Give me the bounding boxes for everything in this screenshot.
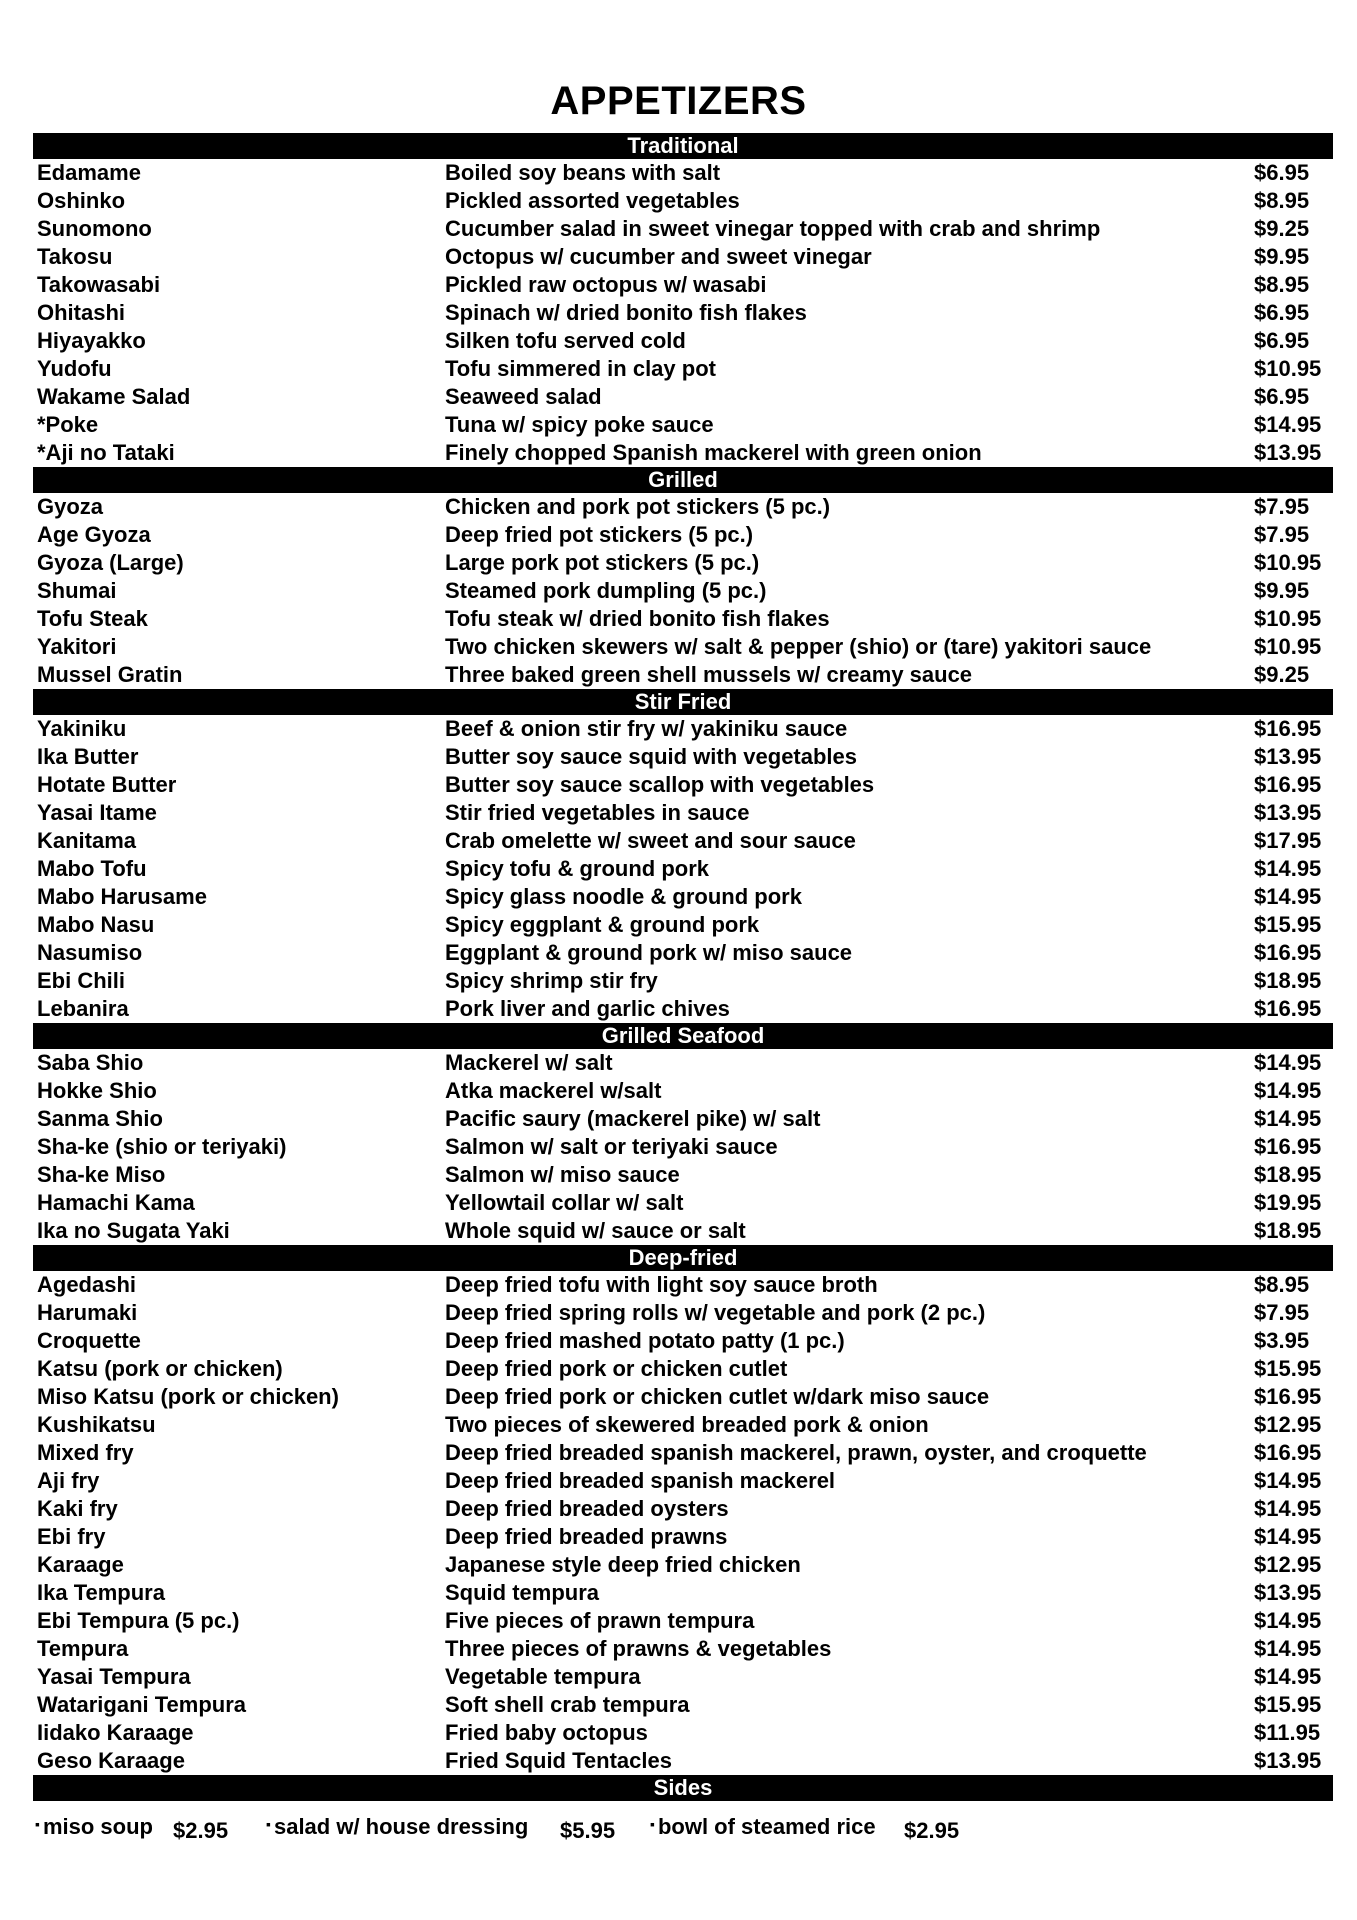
menu-item-row bbox=[33, 549, 1333, 577]
menu-item-row bbox=[33, 243, 1333, 271]
item-name: Mixed fry bbox=[37, 1440, 134, 1465]
item-price: $19.95 bbox=[1254, 1190, 1322, 1215]
item-price: $13.95 bbox=[1254, 1580, 1322, 1605]
item-price: $14.95 bbox=[1254, 1664, 1322, 1689]
menu-item-row bbox=[33, 327, 1333, 355]
item-name: Watarigani Tempura bbox=[37, 1692, 247, 1717]
item-price: $7.95 bbox=[1254, 522, 1310, 547]
section-header-deep-fried: Deep-fried bbox=[33, 1245, 1333, 1271]
item-price: $17.95 bbox=[1254, 828, 1322, 853]
item-price: $14.95 bbox=[1254, 1524, 1322, 1549]
item-name: Tempura bbox=[37, 1636, 129, 1661]
item-description: Octopus w/ cucumber and sweet vinegar bbox=[445, 244, 872, 269]
item-name: Yasai Tempura bbox=[37, 1664, 191, 1689]
menu-item-row bbox=[33, 1049, 1333, 1077]
menu-item-row bbox=[33, 939, 1333, 967]
side-item-label: salad w/ house dressing bbox=[273, 1814, 529, 1839]
item-price: $14.95 bbox=[1254, 1106, 1322, 1131]
item-price: $14.95 bbox=[1254, 1078, 1322, 1103]
item-price: $13.95 bbox=[1254, 744, 1322, 769]
item-description: Yellowtail collar w/ salt bbox=[445, 1190, 684, 1215]
item-name: Sha-ke (shio or teriyaki) bbox=[37, 1134, 287, 1159]
item-price: $13.95 bbox=[1254, 800, 1322, 825]
item-price: $14.95 bbox=[1254, 884, 1322, 909]
item-price: $14.95 bbox=[1254, 856, 1322, 881]
menu-item-row bbox=[33, 1271, 1333, 1299]
item-price: $18.95 bbox=[1254, 1218, 1322, 1243]
item-name: *Poke bbox=[37, 412, 99, 437]
item-description: Three baked green shell mussels w/ creamy sauce bbox=[445, 662, 973, 687]
menu-item-row bbox=[33, 1579, 1333, 1607]
item-name: Mabo Harusame bbox=[37, 884, 207, 909]
section-header-sides: Sides bbox=[33, 1775, 1333, 1801]
item-price: $13.95 bbox=[1254, 1748, 1322, 1773]
item-name: Sunomono bbox=[37, 216, 152, 241]
item-name: Oshinko bbox=[37, 188, 126, 213]
menu-item-row bbox=[33, 215, 1333, 243]
menu-item-row bbox=[33, 771, 1333, 799]
item-price: $8.95 bbox=[1254, 188, 1310, 213]
item-name: Takosu bbox=[37, 244, 113, 269]
menu-item-row bbox=[33, 799, 1333, 827]
section-header-traditional: Traditional bbox=[33, 133, 1333, 159]
item-description: Salmon w/ salt or teriyaki sauce bbox=[445, 1134, 778, 1159]
item-price: $10.95 bbox=[1254, 356, 1322, 381]
item-description: Pickled assorted vegetables bbox=[445, 188, 740, 213]
menu-item-row bbox=[33, 1411, 1333, 1439]
item-description: Two chicken skewers w/ salt & pepper (shio) or (tare) yakitori sauce bbox=[445, 634, 1152, 659]
item-name: Age Gyoza bbox=[37, 522, 151, 547]
menu-item-row bbox=[33, 1607, 1333, 1635]
menu-item-row bbox=[33, 355, 1333, 383]
item-name: Ebi Tempura (5 pc.) bbox=[37, 1608, 240, 1633]
item-description: Spicy shrimp stir fry bbox=[445, 968, 658, 993]
menu-item-row bbox=[33, 383, 1333, 411]
item-description: Spinach w/ dried bonito fish flakes bbox=[445, 300, 807, 325]
side-item-label: bowl of steamed rice bbox=[657, 1814, 876, 1839]
item-price: $16.95 bbox=[1254, 772, 1322, 797]
item-description: Two pieces of skewered breaded pork & onion bbox=[445, 1412, 929, 1437]
menu-item-row bbox=[33, 577, 1333, 605]
item-name: Iidako Karaage bbox=[37, 1720, 194, 1745]
item-description: Spicy eggplant & ground pork bbox=[445, 912, 760, 937]
item-price: $6.95 bbox=[1254, 384, 1310, 409]
item-price: $7.95 bbox=[1254, 494, 1310, 519]
item-name: Ebi fry bbox=[37, 1524, 106, 1549]
item-price: $6.95 bbox=[1254, 328, 1310, 353]
item-name: Kanitama bbox=[37, 828, 137, 853]
item-name: Katsu (pork or chicken) bbox=[37, 1356, 283, 1381]
menu-item-row bbox=[33, 633, 1333, 661]
item-price: $16.95 bbox=[1254, 940, 1322, 965]
item-name: Edamame bbox=[37, 160, 141, 185]
menu-item-row bbox=[33, 1467, 1333, 1495]
item-description: Deep fried spring rolls w/ vegetable and pork (2 pc.) bbox=[445, 1300, 986, 1325]
item-description: Steamed pork dumpling (5 pc.) bbox=[445, 578, 767, 603]
item-description: Tofu steak w/ dried bonito fish flakes bbox=[445, 606, 830, 631]
item-price: $18.95 bbox=[1254, 1162, 1322, 1187]
menu-item-row bbox=[33, 967, 1333, 995]
item-price: $7.95 bbox=[1254, 1300, 1310, 1325]
item-price: $15.95 bbox=[1254, 1692, 1322, 1717]
item-description: Deep fried pork or chicken cutlet w/dark miso sauce bbox=[445, 1384, 990, 1409]
menu-table bbox=[33, 133, 1333, 1801]
item-price: $9.95 bbox=[1254, 578, 1310, 603]
item-description: Soft shell crab tempura bbox=[445, 1692, 690, 1717]
item-name: Kaki fry bbox=[37, 1496, 118, 1521]
item-price: $14.95 bbox=[1254, 1050, 1322, 1075]
item-name: Karaage bbox=[37, 1552, 124, 1577]
item-name: Ebi Chili bbox=[37, 968, 125, 993]
item-name: Ika Butter bbox=[37, 744, 139, 769]
item-name: Tofu Steak bbox=[37, 606, 148, 631]
item-price: $3.95 bbox=[1254, 1328, 1310, 1353]
item-description: Five pieces of prawn tempura bbox=[445, 1608, 755, 1633]
item-description: Tuna w/ spicy poke sauce bbox=[445, 412, 714, 437]
menu-item-row bbox=[33, 1635, 1333, 1663]
item-description: Stir fried vegetables in sauce bbox=[445, 800, 750, 825]
item-description: Deep fried breaded oysters bbox=[445, 1496, 729, 1521]
item-price: $16.95 bbox=[1254, 1134, 1322, 1159]
menu-item-row bbox=[33, 1327, 1333, 1355]
item-name: Ohitashi bbox=[37, 300, 126, 325]
item-name: Nasumiso bbox=[37, 940, 143, 965]
side-item-miso-soup bbox=[35, 1814, 229, 1843]
side-item-salad bbox=[266, 1814, 616, 1843]
item-name: Hamachi Kama bbox=[37, 1190, 195, 1215]
item-description: Squid tempura bbox=[445, 1580, 600, 1605]
item-description: Beef & onion stir fry w/ yakiniku sauce bbox=[445, 716, 848, 741]
item-name: Ika no Sugata Yaki bbox=[37, 1218, 230, 1243]
item-name: Agedashi bbox=[37, 1272, 137, 1297]
bullet-icon: ▪ bbox=[650, 1816, 655, 1832]
sides-list bbox=[33, 1808, 1333, 1848]
item-name: Mussel Gratin bbox=[37, 662, 183, 687]
item-description: Eggplant & ground pork w/ miso sauce bbox=[445, 940, 853, 965]
section-header-stir-fried: Stir Fried bbox=[33, 689, 1333, 715]
item-description: Deep fried pork or chicken cutlet bbox=[445, 1356, 788, 1381]
menu-item-row bbox=[33, 1189, 1333, 1217]
item-description: Atka mackerel w/salt bbox=[445, 1078, 662, 1103]
item-description: Tofu simmered in clay pot bbox=[445, 356, 716, 381]
item-price: $11.95 bbox=[1254, 1720, 1321, 1745]
item-price: $13.95 bbox=[1254, 440, 1322, 465]
item-price: $10.95 bbox=[1254, 550, 1322, 575]
menu-item-row bbox=[33, 271, 1333, 299]
menu-item-row bbox=[33, 1217, 1333, 1245]
menu-item-row bbox=[33, 1719, 1333, 1747]
item-price: $14.95 bbox=[1254, 1608, 1322, 1633]
item-price: $6.95 bbox=[1254, 300, 1310, 325]
item-price: $14.95 bbox=[1254, 1496, 1322, 1521]
item-description: Whole squid w/ sauce or salt bbox=[445, 1218, 746, 1243]
menu-item-row bbox=[33, 1105, 1333, 1133]
item-name: Miso Katsu (pork or chicken) bbox=[37, 1384, 339, 1409]
item-description: Large pork pot stickers (5 pc.) bbox=[445, 550, 760, 575]
menu-item-row bbox=[33, 1663, 1333, 1691]
item-name: Geso Karaage bbox=[37, 1748, 185, 1773]
item-name: Sanma Shio bbox=[37, 1106, 163, 1131]
item-description: Mackerel w/ salt bbox=[445, 1050, 613, 1075]
item-name: Hokke Shio bbox=[37, 1078, 157, 1103]
menu-item-row bbox=[33, 995, 1333, 1023]
item-price: $10.95 bbox=[1254, 634, 1322, 659]
item-description: Deep fried pot stickers (5 pc.) bbox=[445, 522, 754, 547]
item-description: Butter soy sauce scallop with vegetables bbox=[445, 772, 875, 797]
page-title: APPETIZERS bbox=[550, 79, 807, 123]
item-description: Pork liver and garlic chives bbox=[445, 996, 730, 1021]
item-description: Pickled raw octopus w/ wasabi bbox=[445, 272, 767, 297]
item-description: Salmon w/ miso sauce bbox=[445, 1162, 680, 1187]
menu-item-row bbox=[33, 1747, 1333, 1775]
item-price: $16.95 bbox=[1254, 1384, 1322, 1409]
side-item-price: $2.95 bbox=[173, 1818, 229, 1843]
menu-item-row bbox=[33, 493, 1333, 521]
item-description: Vegetable tempura bbox=[445, 1664, 641, 1689]
menu-item-row bbox=[33, 1299, 1333, 1327]
section-header-grilled-seafood: Grilled Seafood bbox=[33, 1023, 1333, 1049]
item-name: *Aji no Tataki bbox=[37, 440, 175, 465]
item-description: Deep fried tofu with light soy sauce broth bbox=[445, 1272, 878, 1297]
menu-item-row bbox=[33, 1439, 1333, 1467]
item-description: Crab omelette w/ sweet and sour sauce bbox=[445, 828, 856, 853]
item-price: $14.95 bbox=[1254, 1468, 1322, 1493]
item-name: Harumaki bbox=[37, 1300, 138, 1325]
item-name: Takowasabi bbox=[37, 272, 161, 297]
menu-item-row bbox=[33, 911, 1333, 939]
item-price: $12.95 bbox=[1254, 1552, 1322, 1577]
item-price: $14.95 bbox=[1254, 1636, 1322, 1661]
item-description: Fried baby octopus bbox=[445, 1720, 648, 1745]
item-price: $9.25 bbox=[1254, 216, 1310, 241]
menu-item-row bbox=[33, 521, 1333, 549]
item-description: Cucumber salad in sweet vinegar topped with crab and shrimp bbox=[445, 216, 1101, 241]
menu-item-row bbox=[33, 1161, 1333, 1189]
item-price: $10.95 bbox=[1254, 606, 1322, 631]
item-name: Ika Tempura bbox=[37, 1580, 165, 1605]
item-price: $15.95 bbox=[1254, 1356, 1322, 1381]
side-item-label: miso soup bbox=[42, 1814, 153, 1839]
menu-item-row bbox=[33, 715, 1333, 743]
menu-item-row bbox=[33, 1133, 1333, 1161]
item-name: Yudofu bbox=[37, 356, 112, 381]
item-description: Three pieces of prawns & vegetables bbox=[445, 1636, 832, 1661]
menu-item-row bbox=[33, 743, 1333, 771]
item-description: Pacific saury (mackerel pike) w/ salt bbox=[445, 1106, 821, 1131]
item-name: Yasai Itame bbox=[37, 800, 157, 825]
item-name: Hiyayakko bbox=[37, 328, 146, 353]
item-name: Croquette bbox=[37, 1328, 141, 1353]
item-price: $16.95 bbox=[1254, 996, 1322, 1021]
item-name: Yakiniku bbox=[37, 716, 127, 741]
item-name: Aji fry bbox=[37, 1468, 100, 1493]
item-description: Chicken and pork pot stickers (5 pc.) bbox=[445, 494, 831, 519]
menu-item-row bbox=[33, 1355, 1333, 1383]
item-description: Silken tofu served cold bbox=[445, 328, 686, 353]
item-description: Deep fried breaded spanish mackerel bbox=[445, 1468, 836, 1493]
menu-item-row bbox=[33, 827, 1333, 855]
item-description: Fried Squid Tentacles bbox=[445, 1748, 672, 1773]
item-price: $14.95 bbox=[1254, 412, 1322, 437]
item-description: Deep fried breaded spanish mackerel, prawn, oyster, and croquette bbox=[445, 1440, 1147, 1465]
menu-item-row bbox=[33, 439, 1333, 467]
menu-item-row bbox=[33, 1691, 1333, 1719]
item-description: Deep fried mashed potato patty (1 pc.) bbox=[445, 1328, 845, 1353]
item-price: $12.95 bbox=[1254, 1412, 1322, 1437]
menu-item-row bbox=[33, 1077, 1333, 1105]
item-description: Finely chopped Spanish mackerel with green onion bbox=[445, 440, 982, 465]
item-price: $8.95 bbox=[1254, 1272, 1310, 1297]
side-item-price: $2.95 bbox=[904, 1818, 960, 1843]
item-name: Gyoza (Large) bbox=[37, 550, 184, 575]
menu-item-row bbox=[33, 883, 1333, 911]
menu-item-row bbox=[33, 605, 1333, 633]
item-description: Japanese style deep fried chicken bbox=[445, 1552, 801, 1577]
item-description: Butter soy sauce squid with vegetables bbox=[445, 744, 858, 769]
menu-item-row bbox=[33, 855, 1333, 883]
menu-item-row bbox=[33, 299, 1333, 327]
item-price: $9.95 bbox=[1254, 244, 1310, 269]
bullet-icon: ▪ bbox=[35, 1816, 40, 1832]
item-description: Seaweed salad bbox=[445, 384, 602, 409]
item-name: Lebanira bbox=[37, 996, 129, 1021]
item-description: Spicy tofu & ground pork bbox=[445, 856, 709, 881]
item-price: $16.95 bbox=[1254, 1440, 1322, 1465]
item-name: Yakitori bbox=[37, 634, 117, 659]
item-name: Kushikatsu bbox=[37, 1412, 156, 1437]
item-name: Mabo Tofu bbox=[37, 856, 147, 881]
item-name: Sha-ke Miso bbox=[37, 1162, 166, 1187]
menu-item-row bbox=[33, 1523, 1333, 1551]
menu-item-row bbox=[33, 1383, 1333, 1411]
item-price: $8.95 bbox=[1254, 272, 1310, 297]
menu-item-row bbox=[33, 1551, 1333, 1579]
item-price: $6.95 bbox=[1254, 160, 1310, 185]
item-description: Spicy glass noodle & ground pork bbox=[445, 884, 802, 909]
item-description: Deep fried breaded prawns bbox=[445, 1524, 728, 1549]
menu-item-row bbox=[33, 411, 1333, 439]
menu-item-row bbox=[33, 187, 1333, 215]
item-price: $9.25 bbox=[1254, 662, 1310, 687]
item-name: Mabo Nasu bbox=[37, 912, 155, 937]
item-price: $16.95 bbox=[1254, 716, 1322, 741]
item-name: Wakame Salad bbox=[37, 384, 191, 409]
item-description: Boiled soy beans with salt bbox=[445, 160, 721, 185]
menu-item-row bbox=[33, 159, 1333, 187]
side-item-steamed-rice bbox=[650, 1814, 960, 1843]
item-name: Gyoza bbox=[37, 494, 104, 519]
section-header-grilled: Grilled bbox=[33, 467, 1333, 493]
menu-item-row bbox=[33, 1495, 1333, 1523]
item-name: Saba Shio bbox=[37, 1050, 144, 1075]
bullet-icon: ▪ bbox=[266, 1816, 271, 1832]
item-price: $18.95 bbox=[1254, 968, 1322, 993]
menu-item-row bbox=[33, 661, 1333, 689]
side-item-price: $5.95 bbox=[560, 1818, 616, 1843]
item-name: Hotate Butter bbox=[37, 772, 177, 797]
item-price: $15.95 bbox=[1254, 912, 1322, 937]
item-name: Shumai bbox=[37, 578, 117, 603]
